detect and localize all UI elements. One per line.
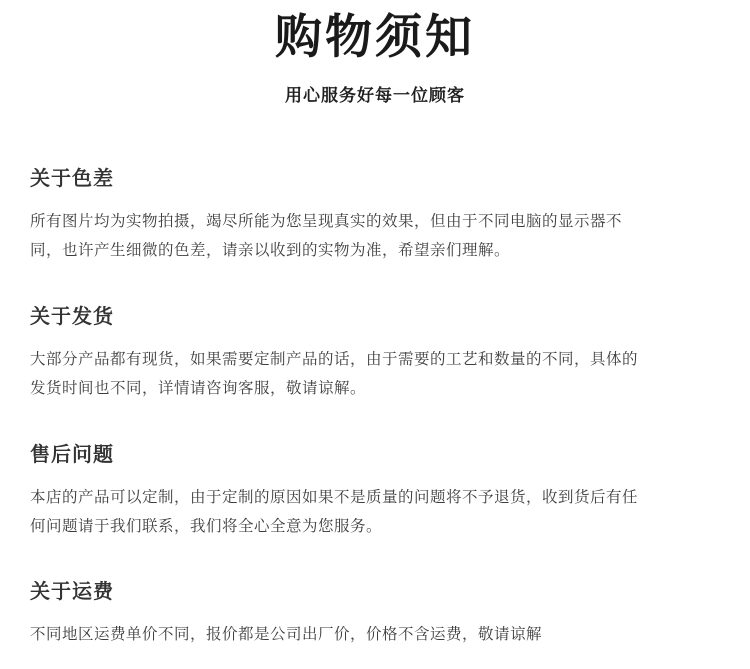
section-title: 关于发货 xyxy=(30,305,114,328)
section-title: 关于运费 xyxy=(30,581,114,604)
notice-section-color-difference xyxy=(30,162,720,266)
page-subtitle: 用心服务好每一位顾客 xyxy=(285,85,465,105)
section-body: 所有图片均为实物拍摄，竭尽所能为您呈现真实的效果，但由于不同电脑的显示器不同，也许产生细微的色差，请亲以收到的实物为准，希望亲们理解。 xyxy=(30,212,623,260)
section-body: 大部分产品都有现货，如果需要定制产品的话，由于需要的工艺和数量的不同，具体的发货时间也不同，详情请咨询客服，敬请谅解。 xyxy=(30,350,639,398)
section-body: 不同地区运费单价不同，报价都是公司出厂价，价格不含运费，敬请谅解 xyxy=(30,626,543,644)
page-title: 购物须知 xyxy=(275,10,475,63)
page-header xyxy=(30,0,720,106)
notice-section-shipping xyxy=(30,300,720,404)
notice-section-freight xyxy=(30,575,720,649)
section-body: 本店的产品可以定制，由于定制的原因如果不是质量的问题将不予退货，收到货后有任何问题请于我们联系，我们将全心全意为您服务。 xyxy=(30,488,639,535)
notice-section-after-sales xyxy=(30,438,720,542)
section-title: 关于色差 xyxy=(30,167,114,190)
section-title: 售后问题 xyxy=(30,443,114,466)
notice-sections xyxy=(30,162,720,650)
